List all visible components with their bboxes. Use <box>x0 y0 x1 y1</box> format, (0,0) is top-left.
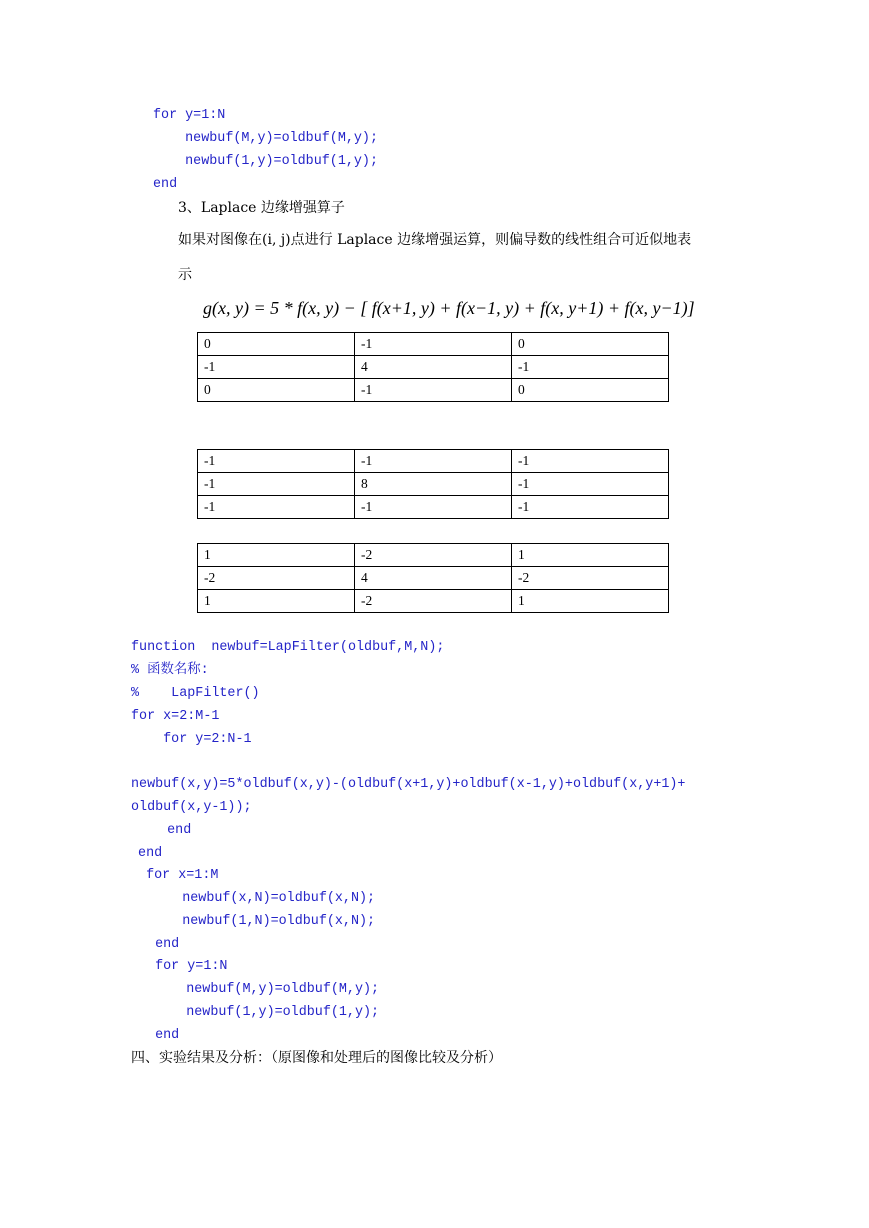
table-cell: -1 <box>355 379 512 402</box>
description-line: 示 <box>178 267 192 283</box>
table-cell: -1 <box>355 496 512 519</box>
code-line: newbuf(x,y)=5*oldbuf(x,y)-(oldbuf(x+1,y)+oldbuf(x-1,y)+oldbuf(x,y+1)+ <box>131 777 686 792</box>
code-line: newbuf(1,y)=oldbuf(1,y); <box>153 154 378 169</box>
table-cell: 1 <box>512 590 669 613</box>
code-line: newbuf(M,y)=oldbuf(M,y); <box>138 982 380 997</box>
table-cell: -1 <box>512 356 669 379</box>
code-line: for y=1:N <box>153 108 226 123</box>
code-line: end <box>131 1028 180 1043</box>
table-cell: -1 <box>198 496 355 519</box>
code-line: newbuf(x,N)=oldbuf(x,N); <box>134 891 376 906</box>
table-row <box>198 333 669 356</box>
kernel-table-1 <box>197 332 669 402</box>
results-heading: 四、实验结果及分析：（原图像和处理后的图像比较及分析） <box>131 1050 502 1066</box>
code-line: for y=2:N-1 <box>131 732 252 747</box>
table-row <box>198 450 669 473</box>
table-cell: 0 <box>198 379 355 402</box>
code-line: newbuf(1,N)=oldbuf(x,N); <box>134 914 376 929</box>
description-line: 如果对图像在(i, j)点进行 Laplace 边缘增强运算，则偏导数的线性组合可近似地表 <box>178 232 692 248</box>
table-cell: 0 <box>512 333 669 356</box>
code-line: oldbuf(x,y-1)); <box>131 800 252 815</box>
table-row <box>198 567 669 590</box>
table-cell: 1 <box>198 590 355 613</box>
table-cell: -2 <box>355 590 512 613</box>
table-cell: -1 <box>355 333 512 356</box>
table-cell: -2 <box>198 567 355 590</box>
table-cell: 4 <box>355 567 512 590</box>
code-line: for x=2:M-1 <box>131 709 220 724</box>
code-line: % LapFilter() <box>131 686 260 701</box>
code-line: newbuf(M,y)=oldbuf(M,y); <box>153 131 378 146</box>
code-line: newbuf(1,y)=oldbuf(1,y); <box>138 1005 380 1020</box>
table-cell: 1 <box>512 544 669 567</box>
table-cell: -1 <box>198 473 355 496</box>
table-row <box>198 379 669 402</box>
table-cell: -2 <box>512 567 669 590</box>
table-row <box>198 496 669 519</box>
laplace-formula: g(x, y) = 5 * f(x, y) − [ f(x+1, y) + f(x−1, y) + f(x, y+1) + f(x, y−1)] <box>203 298 695 318</box>
table-cell: -1 <box>512 496 669 519</box>
table-cell: 0 <box>512 379 669 402</box>
table-row <box>198 590 669 613</box>
table-cell: -2 <box>355 544 512 567</box>
table-cell: 4 <box>355 356 512 379</box>
table-cell: -1 <box>512 450 669 473</box>
code-line: function newbuf=LapFilter(oldbuf,M,N); <box>131 640 445 655</box>
table-row <box>198 544 669 567</box>
table-cell: 0 <box>198 333 355 356</box>
kernel-table-2 <box>197 449 669 519</box>
code-line: for y=1:N <box>131 959 228 974</box>
table-cell: -1 <box>355 450 512 473</box>
table-cell: 1 <box>198 544 355 567</box>
code-line: % 函数名称: <box>131 663 209 678</box>
code-line: for x=1:M <box>130 868 219 883</box>
code-line: end <box>131 937 180 952</box>
table-cell: 8 <box>355 473 512 496</box>
kernel-table-3 <box>197 543 669 613</box>
code-line: end <box>130 846 163 861</box>
table-cell: -1 <box>198 356 355 379</box>
table-cell: -1 <box>198 450 355 473</box>
code-line: end <box>135 823 192 838</box>
table-row <box>198 473 669 496</box>
code-line: end <box>153 177 178 192</box>
table-cell: -1 <box>512 473 669 496</box>
table-row <box>198 356 669 379</box>
section-heading: 3、Laplace 边缘增强算子 <box>178 200 345 216</box>
